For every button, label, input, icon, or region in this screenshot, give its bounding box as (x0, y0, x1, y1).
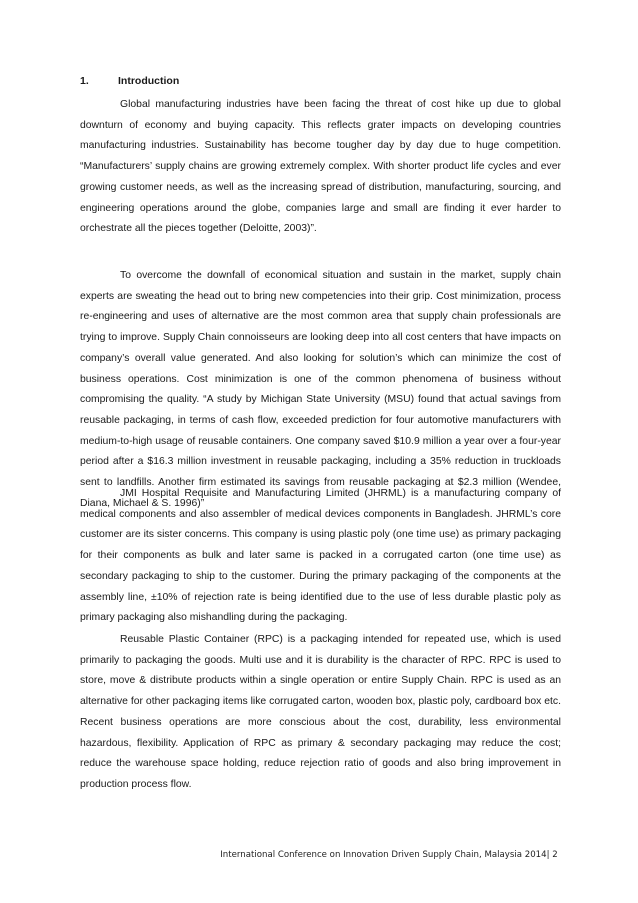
section-number: 1. (80, 75, 89, 87)
paragraph-2: To overcome the downfall of economical situation and sustain in the market, supply chain experts are sweating the head out to bring new competencies into their grip. Cost minimization, process re-engineering and uses of alternative are the most common area that supply chain professionals are trying to improve. Supply Chain connoisseurs are looking deep into all cost centers that have impacts on company’s overall value generated. And also looking for solution’s which can minimize the cost of business operations. Cost minimization is one of the common phenomena of business without compromising the quality. “A study by Michigan State University (MSU) found that actual savings from reusable packaging, in terms of cash flow, exceeded prediction for four automotive manufacturers with medium-to-high usage of reusable containers. One company saved $10.9 million a year over a four-year period after a $16.3 million investment in reusable packaging, including a 35% reduction in truckloads sent to landfills. Another firm estimated its savings from reusable packaging at $2.3 million (Wendee, Diana, Michael & S. 1996)” (80, 270, 561, 509)
section-title: Introduction (118, 75, 180, 87)
paragraph-4: Reusable Plastic Container (RPC) is a packaging intended for repeated use, which is used primarily to packaging the goods. Multi use and it is durability is the character of RPC. RPC is used to store, move & distribute products within a single operation or entire Supply Chain. RPC is used as an alternative for other packaging items like corrugated carton, wooden box, plastic poly, cardboard box etc. Recent business operations are more conscious about the cost, durability, less environmental hazardous, flexibility. Application of RPC as primary & secondary packaging may reduce the cost; reduce the warehouse space holding, reduce rejection ratio of goods and also bring improvement in production process flow. (80, 634, 561, 790)
section-heading (80, 75, 179, 87)
page-footer (0, 850, 638, 860)
footer-text: International Conference on Innovation Driven Supply Chain, Malaysia 2014| 2 (220, 850, 558, 860)
paragraph-1: Global manufacturing industries have been facing the threat of cost hike up due to global downturn of economy and buying capacity. This reflects grater impacts on developing countries manufacturing industries. Sustainability has become tougher day by day due to huge competition. “Manufacturers’ supply chains are growing extremely complex. With shorter product life cycles and ever growing customer needs, as well as the increasing spread of distribution, manufacturing, sourcing, and engineering operations around the globe, companies large and small are finding it ever harder to orchestrate all the pieces together (Deloitte, 2003)”. (80, 99, 561, 235)
paragraph-3: JMI Hospital Requisite and Manufacturing Limited (JHRML) is a manufacturing company of medical components and also assembler of medical devices components in Bangladesh. JHRML’s core customer are its sister concerns. This company is using plastic poly (one time use) as primary packaging for their components as bulk and later same is packed in a corrugated carton (one time use) as secondary packaging to ship to the customer. During the primary packaging of the components at the assembly line, ±10% of rejection rate is being identified due to the use of less durable plastic poly as primary packaging also mishandling during the packaging. (80, 488, 561, 624)
